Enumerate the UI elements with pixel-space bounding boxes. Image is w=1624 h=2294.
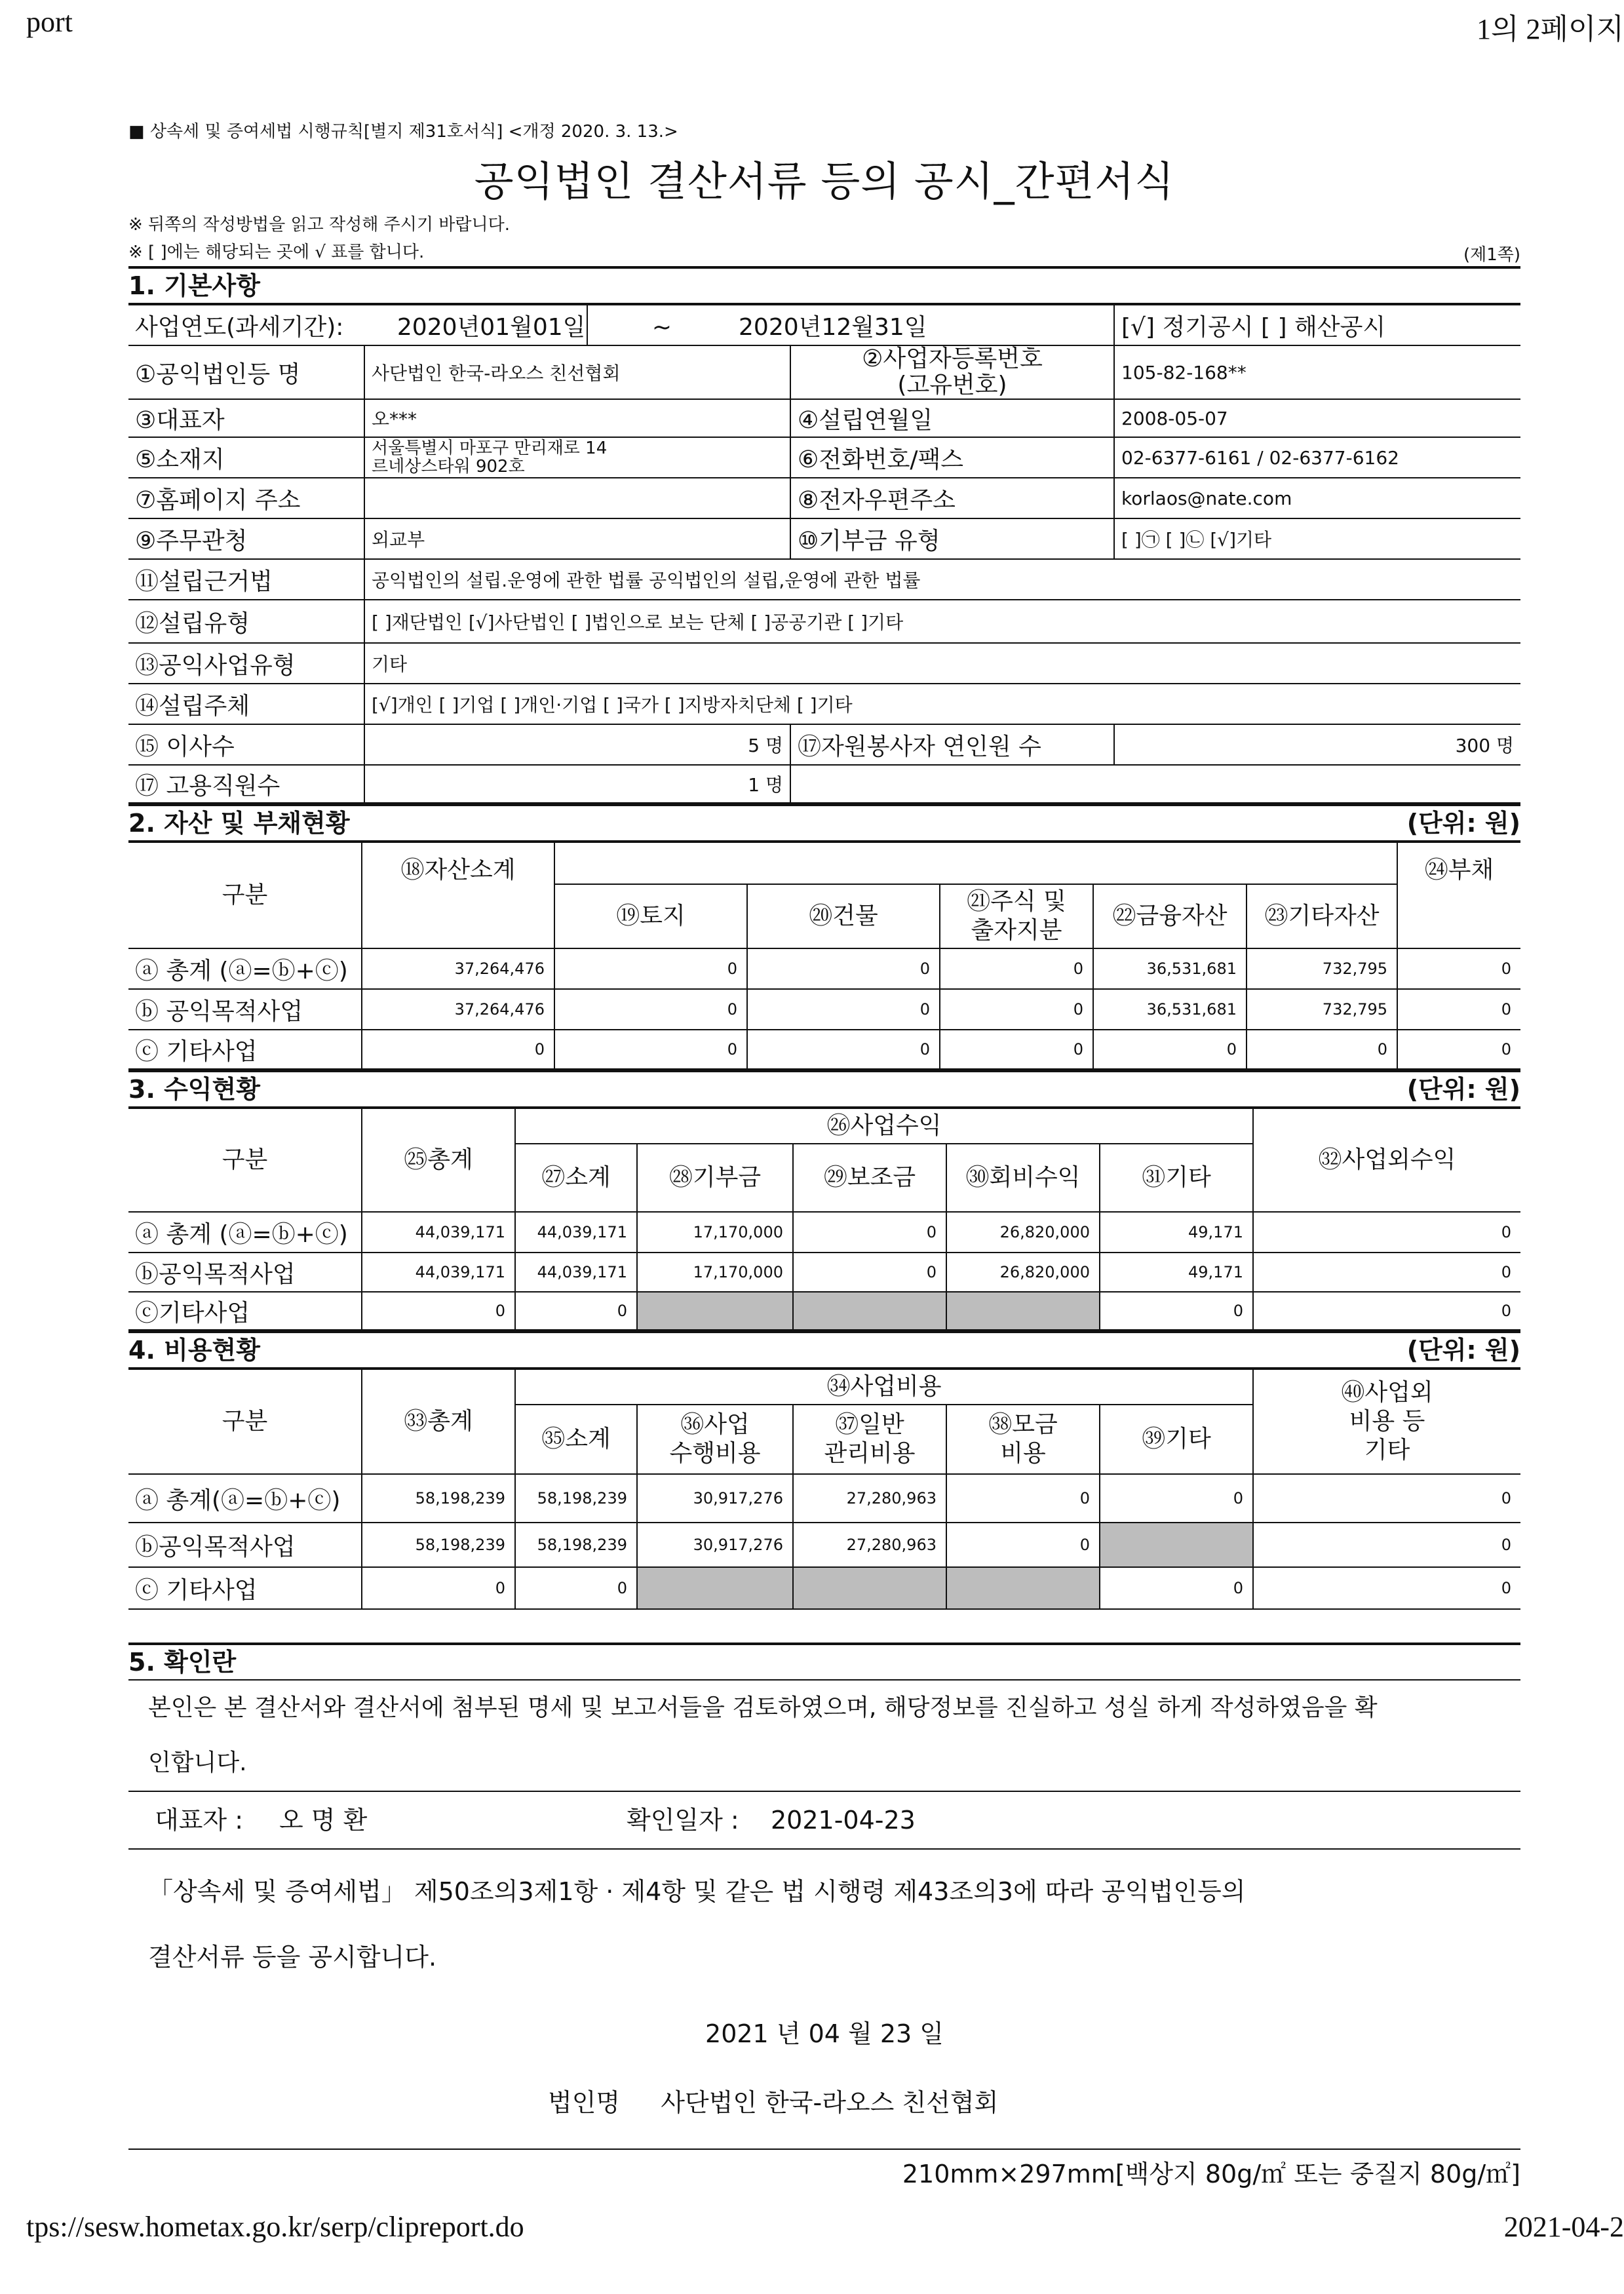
assets-cell: 37,264,476	[362, 989, 554, 1030]
assets-cell: 0	[554, 1030, 747, 1069]
revenue-cell: 0	[1253, 1253, 1520, 1292]
revenue-cell: 49,171	[1100, 1253, 1253, 1292]
signer-label: 대표자 :	[155, 1806, 244, 1835]
phone-value: 02-6377-6161 / 02-6377-6162	[1114, 437, 1520, 478]
section-assets-label: 2. 자산 및 부채현황	[128, 809, 350, 838]
expense-header-perform-line1: ㊱사업	[680, 1411, 750, 1438]
assets-cell: 36,531,681	[1093, 989, 1247, 1030]
assets-cell: 0	[747, 1030, 940, 1069]
revenue-cell: 44,039,171	[362, 1253, 515, 1292]
page-number: (제1쪽)	[1463, 245, 1520, 265]
assets-cell: 732,795	[1247, 948, 1397, 989]
expense-cell: 0	[946, 1474, 1100, 1523]
expense-header-admin-line2: 관리비용	[824, 1440, 916, 1467]
expense-cell: 0	[1253, 1567, 1520, 1609]
revenue-cell: 17,170,000	[637, 1253, 793, 1292]
section-confirm-title	[128, 1643, 1520, 1681]
revenue-header-subsidy: ㉙보조금	[793, 1144, 946, 1212]
phone-label: ⑥전화번호/팩스	[790, 437, 1114, 478]
form-title: 공익법인 결산서류 등의 공시_간편서식	[474, 157, 1175, 205]
donation-type-label: ⑩기부금 유형	[790, 518, 1114, 559]
revenue-header-biz: ㉖사업수익	[515, 1108, 1253, 1144]
est-type-label: ⑫설립유형	[128, 600, 364, 643]
assets-header-stock-line2: 출자지분	[971, 917, 1062, 944]
revenue-cell: 49,171	[1100, 1212, 1253, 1253]
expense-cell: 30,917,276	[637, 1474, 793, 1523]
assets-cell: 0	[1397, 1030, 1520, 1069]
expense-header-biz: ㉞사업비용	[515, 1369, 1253, 1405]
revenue-cell: 0	[1100, 1292, 1253, 1330]
period-separator: ~	[651, 313, 672, 341]
basic-info-table	[128, 304, 1520, 804]
employees-value: 1 명	[364, 765, 790, 803]
confirm-statement-line2: 인합니다.	[148, 1749, 247, 1776]
expense-header-nonbiz-line2: 비용 등	[1349, 1408, 1425, 1435]
expense-header-subtotal: ㉟소계	[515, 1405, 637, 1474]
paper-spec: 210mm×297mm[백상지 80g/㎡ 또는 중질지 80g/㎡]	[902, 2160, 1520, 2188]
revenue-header-other: ㉛기타	[1100, 1144, 1253, 1212]
volunteers-value: 300 명	[1114, 724, 1520, 765]
signer-name: 오 명 환	[279, 1806, 368, 1835]
revenue-table	[128, 1108, 1520, 1331]
donation-type-value: [ ]㉠ [ ]㉡ [√]기타	[1114, 518, 1520, 559]
assets-table	[128, 842, 1520, 1070]
assets-header-financial: ㉒금융자산	[1093, 884, 1247, 948]
legal-statement-line2: 결산서류 등을 공시합니다.	[148, 1943, 437, 1972]
revenue-cell-shaded	[793, 1292, 946, 1330]
assets-header-stock-line1: ㉑주식 및	[967, 888, 1066, 915]
expense-header-other: ㊴기타	[1100, 1405, 1253, 1474]
form-notes	[128, 211, 1520, 266]
biz-type-value: 기타	[364, 643, 1520, 684]
revenue-cell-shaded	[946, 1292, 1100, 1330]
expense-cell-shaded	[1100, 1523, 1253, 1567]
revenue-cell: 17,170,000	[637, 1212, 793, 1253]
address-value	[364, 437, 790, 478]
address-label: ⑤소재지	[128, 437, 364, 478]
directors-value: 5 명	[364, 724, 790, 765]
revenue-header-fees: ㉚회비수익	[946, 1144, 1100, 1212]
revenue-unit: (단위: 원)	[1406, 1075, 1520, 1104]
expense-header-admin	[793, 1405, 946, 1474]
expense-cell: 0	[1253, 1474, 1520, 1523]
expense-cell: 0	[1253, 1523, 1520, 1567]
assets-cell: 0	[1093, 1030, 1247, 1069]
assets-cell: 0	[1247, 1030, 1397, 1069]
table-row	[128, 1292, 1520, 1330]
est-type-value: [ ]재단법인 [√]사단법인 [ ]법인으로 보는 단체 [ ]공공기관 [ ]기타	[364, 600, 1520, 643]
homepage-value	[364, 478, 790, 518]
assets-header-land: ⑲토지	[554, 884, 747, 948]
volunteers-label: ⑰자원봉사자 연인원 수	[790, 724, 1114, 765]
section-expense-title	[128, 1331, 1520, 1369]
founder-label: ⑭설립주체	[128, 684, 364, 724]
assets-cell: 0	[1397, 948, 1520, 989]
assets-cell: 37,264,476	[362, 948, 554, 989]
address-line2: 르네상스타워 902호	[372, 457, 525, 476]
revenue-cell: 0	[793, 1253, 946, 1292]
est-date-label: ④설립연월일	[790, 399, 1114, 437]
assets-header-subtotal: ⑱자산소계	[362, 842, 554, 948]
period-cell	[128, 305, 672, 345]
expense-header-perform	[637, 1405, 793, 1474]
table-row	[128, 989, 1520, 1030]
table-row	[128, 1474, 1520, 1523]
revenue-cell-shaded	[637, 1292, 793, 1330]
section-basic-label: 1. 기본사항	[128, 271, 260, 300]
bizno-value: 105-82-168**	[1114, 345, 1520, 399]
expense-cell: 0	[515, 1567, 637, 1609]
table-row	[128, 1253, 1520, 1292]
disclosure-type: [√] 정기공시 [ ] 해산공시	[1114, 305, 1520, 345]
assets-unit: (단위: 원)	[1406, 809, 1520, 838]
expense-cell: 27,280,963	[793, 1474, 946, 1523]
corp-name: 사단법인 한국-라오스 친선협회	[661, 2088, 999, 2117]
section-assets-title	[128, 804, 1520, 842]
confirm-date: 2021-04-23	[771, 1806, 916, 1835]
expense-header-nonbiz	[1253, 1369, 1520, 1474]
confirm-statement-line1: 본인은 본 결산서와 결산서에 첨부된 명세 및 보고서들을 검토하였으며, 해당정보를 진실하고 성실 하게 작성하였음을 확	[148, 1694, 1378, 1721]
revenue-cell: 26,820,000	[946, 1212, 1100, 1253]
assets-cell: 0	[362, 1030, 554, 1069]
assets-row-label: ⓐ 총계 (ⓐ=ⓑ+ⓒ)	[128, 948, 362, 989]
revenue-row-label: ⓐ 총계 (ⓐ=ⓑ+ⓒ)	[128, 1212, 362, 1253]
period-start: 2020년01월01일	[396, 313, 586, 341]
expense-header-fundraise	[946, 1405, 1100, 1474]
corp-name-value: 사단법인 한국-라오스 친선협회	[364, 345, 790, 399]
revenue-cell: 26,820,000	[946, 1253, 1100, 1292]
expense-header-fundraise-line2: 비용	[1000, 1440, 1046, 1467]
employees-blank	[790, 765, 1520, 803]
expense-cell: 30,917,276	[637, 1523, 793, 1567]
section-expense-label: 4. 비용현황	[128, 1336, 260, 1365]
email-value: korlaos@nate.com	[1114, 478, 1520, 518]
assets-row-label: ⓑ 공익목적사업	[128, 989, 362, 1030]
table-row	[128, 1212, 1520, 1253]
expense-cell: 0	[1100, 1567, 1253, 1609]
bizno-label-line1: ②사업자등록번호	[862, 345, 1043, 372]
expense-cell: 0	[946, 1523, 1100, 1567]
expense-cell: 58,198,239	[362, 1474, 515, 1523]
note-checkbox: ※ [ ]에는 해당되는 곳에 √ 표를 합니다.	[128, 243, 425, 262]
expense-header-nonbiz-line3: 기타	[1364, 1437, 1410, 1464]
disclosure-form	[128, 118, 1520, 2189]
law-reference: ■ 상속세 및 증여세법 시행규칙[별지 제31호서식] <개정 2020. 3. 13.>	[128, 122, 678, 142]
expense-header-perform-line2: 수행비용	[669, 1440, 761, 1467]
legal-statement-line1: 「상속세 및 증여세법」 제50조의3제1항 · 제4항 및 같은 법 시행령 제43조의3에 따라 공익법인등의	[148, 1877, 1246, 1906]
assets-cell: 36,531,681	[1093, 948, 1247, 989]
expense-cell-shaded	[637, 1567, 793, 1609]
assets-row-label: ⓒ 기타사업	[128, 1030, 362, 1069]
assets-header-liabilities: ㉔부채	[1397, 842, 1520, 948]
est-date-value: 2008-05-07	[1114, 399, 1520, 437]
rep-label: ③대표자	[128, 399, 364, 437]
revenue-cell: 0	[362, 1292, 515, 1330]
address-line1: 서울특별시 마포구 만리재로 14	[372, 438, 608, 458]
biz-type-label: ⑬공익사업유형	[128, 643, 364, 684]
expense-row-label: ⓐ 총계(ⓐ=ⓑ+ⓒ)	[128, 1474, 362, 1523]
assets-header-category: 구분	[128, 842, 362, 948]
expense-row-label: ⓒ 기타사업	[128, 1567, 362, 1609]
expense-table	[128, 1369, 1520, 1610]
directors-label: ⑮ 이사수	[128, 724, 364, 765]
authority-value: 외교부	[364, 518, 790, 559]
assets-cell: 0	[1397, 989, 1520, 1030]
expense-header-total: ㉝총계	[362, 1369, 515, 1474]
confirm-date-label: 확인일자 :	[627, 1806, 739, 1835]
legal-statement	[128, 1850, 1520, 1990]
expense-cell: 0	[362, 1567, 515, 1609]
print-footer-url: tps://sesw.hometax.go.kr/serp/clipreport.do	[26, 2211, 524, 2243]
assets-cell: 0	[940, 1030, 1093, 1069]
revenue-header-subtotal: ㉗소계	[515, 1144, 637, 1212]
paper-spec-row	[128, 2148, 1520, 2189]
period-label: 사업연도(과세기간):	[135, 313, 344, 341]
expense-header-nonbiz-line1: ㊵사업외	[1341, 1379, 1433, 1406]
print-footer-date: 2021-04-2	[1503, 2211, 1624, 2243]
section-confirm-label: 5. 확인란	[128, 1648, 237, 1677]
table-row	[128, 1030, 1520, 1069]
basis-law-value: 공익법인의 설립.운영에 관한 법률 공익법인의 설립,운영에 관한 법률	[364, 559, 1520, 600]
expense-cell: 58,198,239	[362, 1523, 515, 1567]
expense-header-category: 구분	[128, 1369, 362, 1474]
revenue-row-label: ⓒ기타사업	[128, 1292, 362, 1330]
assets-cell: 732,795	[1247, 989, 1397, 1030]
corp-signature	[128, 2082, 1520, 2118]
section-revenue-label: 3. 수익현황	[128, 1075, 260, 1104]
revenue-cell: 0	[1253, 1212, 1520, 1253]
rep-value: 오***	[364, 399, 790, 437]
authority-label: ⑨주무관청	[128, 518, 364, 559]
expense-cell: 27,280,963	[793, 1523, 946, 1567]
section-basic-title	[128, 266, 1520, 304]
print-header-left: port	[26, 6, 73, 38]
corp-label: 법인명	[548, 2088, 621, 2117]
bizno-label-line2: (고유번호)	[897, 372, 1007, 399]
employees-label: ⑰ 고용직원수	[128, 765, 364, 803]
revenue-header-total: ㉕총계	[362, 1108, 515, 1212]
table-row	[128, 1567, 1520, 1609]
corp-name-label: ①공익법인등 명	[128, 345, 364, 399]
revenue-cell: 44,039,171	[515, 1212, 637, 1253]
note-instructions: ※ 뒤쪽의 작성방법을 읽고 작성해 주시기 바랍니다.	[128, 215, 510, 235]
table-row	[128, 948, 1520, 989]
print-header-right: 1의 2페이지	[1476, 13, 1624, 45]
assets-cell: 0	[940, 948, 1093, 989]
section-revenue-title	[128, 1070, 1520, 1108]
homepage-label: ⑦홈페이지 주소	[128, 478, 364, 518]
revenue-cell: 44,039,171	[362, 1212, 515, 1253]
basis-law-label: ⑪설립근거법	[128, 559, 364, 600]
assets-header-stock	[940, 884, 1093, 948]
expense-header-admin-line1: ㊲일반	[835, 1411, 904, 1438]
assets-header-group	[554, 842, 1397, 884]
revenue-row-label: ⓑ공익목적사업	[128, 1253, 362, 1292]
assets-cell: 0	[554, 948, 747, 989]
assets-header-other: ㉓기타자산	[1247, 884, 1397, 948]
assets-cell: 0	[940, 989, 1093, 1030]
expense-row-label: ⓑ공익목적사업	[128, 1523, 362, 1567]
signature-row	[128, 1791, 1520, 1850]
revenue-cell: 0	[515, 1292, 637, 1330]
expense-cell: 58,198,239	[515, 1474, 637, 1523]
expense-cell-shaded	[793, 1567, 946, 1609]
email-label: ⑧전자우편주소	[790, 478, 1114, 518]
revenue-header-category: 구분	[128, 1108, 362, 1212]
expense-cell: 0	[1100, 1474, 1253, 1523]
table-row	[128, 1523, 1520, 1567]
revenue-cell: 44,039,171	[515, 1253, 637, 1292]
issue-date: 2021 년 04 월 23 일	[705, 2019, 944, 2048]
revenue-header-nonbiz: ㉜사업외수익	[1253, 1108, 1520, 1212]
expense-cell-shaded	[946, 1567, 1100, 1609]
founder-value: [√]개인 [ ]기업 [ ]개인·기업 [ ]국가 [ ]지방자치단체 [ ]기타	[364, 684, 1520, 724]
assets-cell: 0	[554, 989, 747, 1030]
revenue-cell: 0	[793, 1212, 946, 1253]
assets-cell: 0	[747, 989, 940, 1030]
expense-cell: 58,198,239	[515, 1523, 637, 1567]
revenue-header-donation: ㉘기부금	[637, 1144, 793, 1212]
period-end: 2020년12월31일	[587, 305, 1114, 345]
revenue-cell: 0	[1253, 1292, 1520, 1330]
confirm-statement	[128, 1681, 1520, 1791]
bizno-label	[790, 345, 1114, 399]
expense-header-fundraise-line1: ㊳모금	[988, 1411, 1058, 1438]
assets-header-building: ⑳건물	[747, 884, 940, 948]
expense-unit: (단위: 원)	[1406, 1336, 1520, 1365]
assets-cell: 0	[747, 948, 940, 989]
